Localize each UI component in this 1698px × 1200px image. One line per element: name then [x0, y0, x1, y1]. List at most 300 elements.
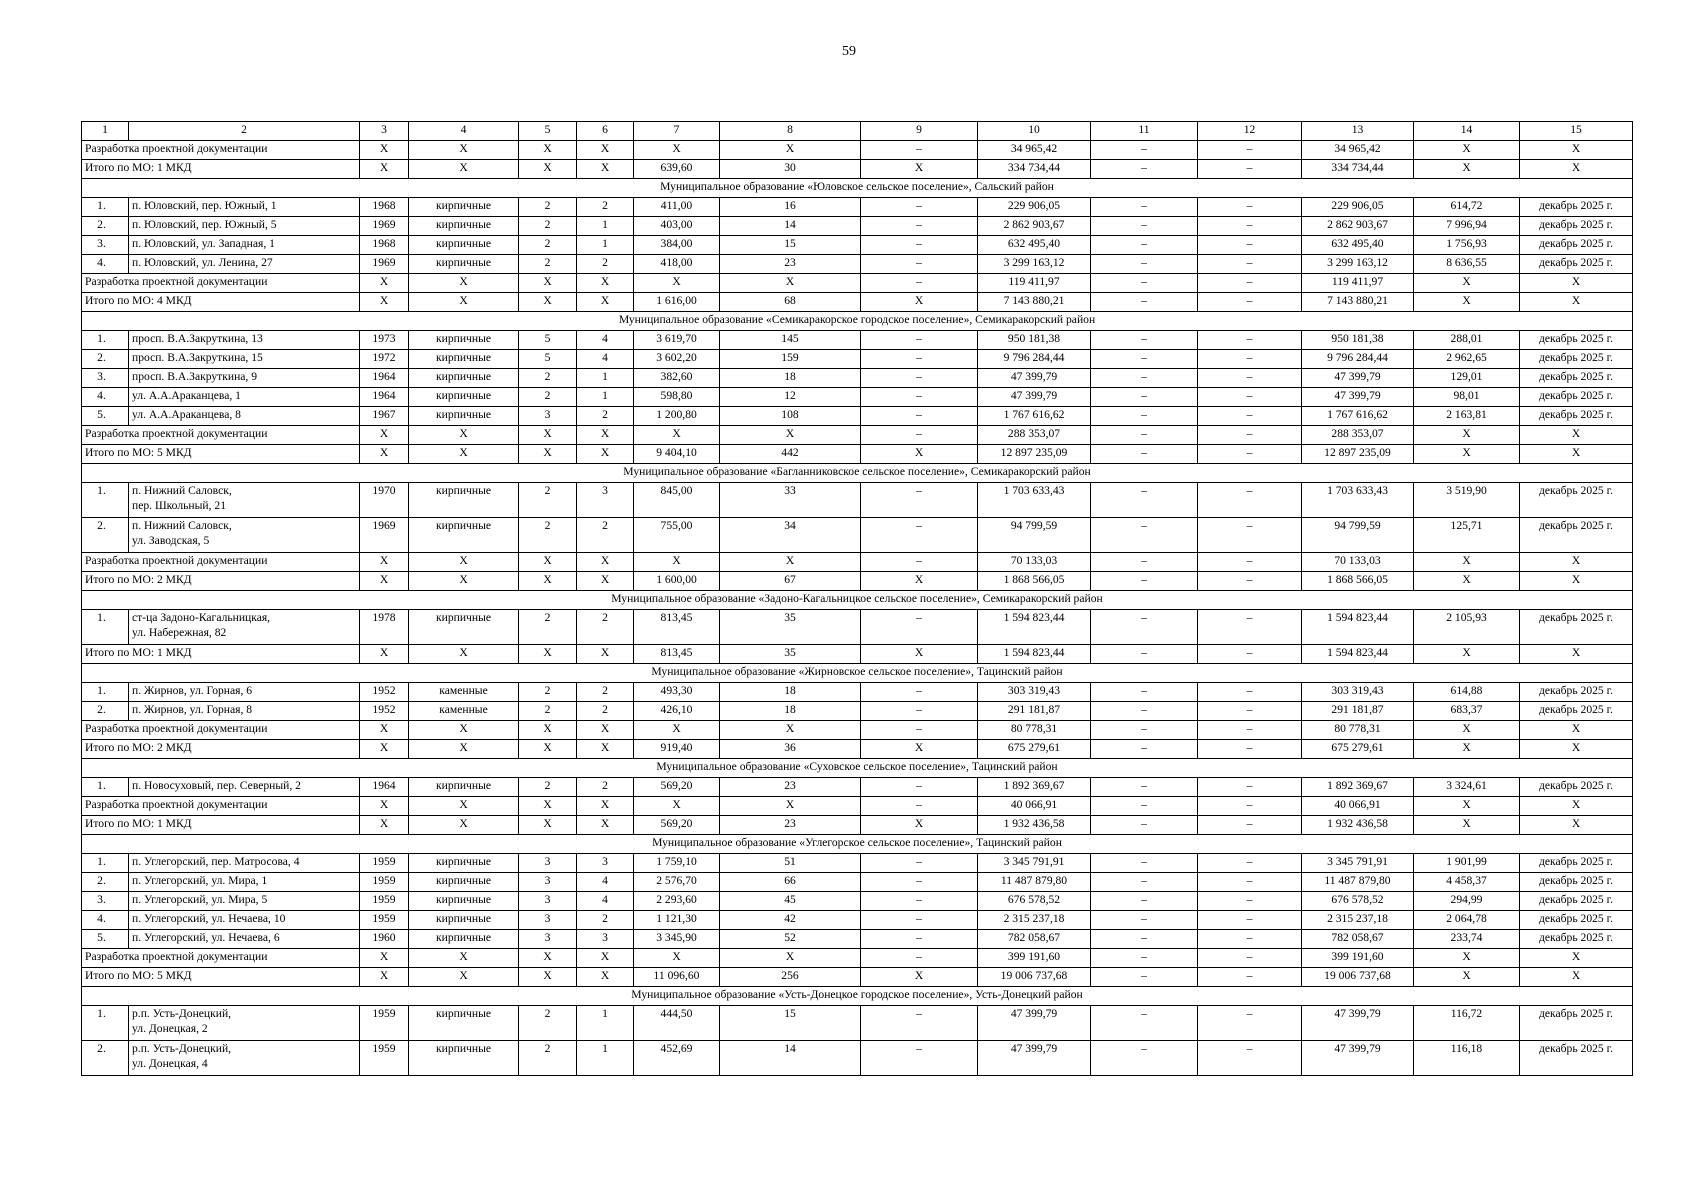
summary-cell-col-11: –	[1091, 445, 1198, 464]
summary-cell-col-10: 1 594 823,44	[978, 645, 1091, 664]
summary-cell-col-13: 7 143 880,21	[1302, 293, 1414, 312]
building-cell-col-15: декабрь 2025 г.	[1520, 873, 1633, 892]
building-cell-col-8: 23	[720, 255, 861, 274]
building-cell-col-3: 1967	[360, 407, 409, 426]
summary-cell-col-13: 1 594 823,44	[1302, 645, 1414, 664]
building-cell-col-12: –	[1198, 930, 1302, 949]
building-cell-col-7: 3 619,70	[634, 331, 720, 350]
building-cell-col-12: –	[1198, 854, 1302, 873]
building-cell-col-14: 3 519,90	[1414, 483, 1520, 518]
building-cell-col-12: –	[1198, 873, 1302, 892]
building-cell-col-7: 569,20	[634, 778, 720, 797]
building-cell-col-5: 3	[519, 873, 577, 892]
building-cell-col-10: 303 319,43	[978, 683, 1091, 702]
building-cell-col-15: декабрь 2025 г.	[1520, 610, 1633, 645]
building-cell-col-14: 3 324,61	[1414, 778, 1520, 797]
building-cell-col-8: 14	[720, 217, 861, 236]
building-cell-col-8: 52	[720, 930, 861, 949]
summary-cell-col-5: X	[519, 968, 577, 987]
summary-cell-col-6: X	[577, 968, 634, 987]
building-cell-col-2: р.п. Усть-Донецкий, ул. Донецкая, 2	[129, 1006, 360, 1041]
building-cell-col-2: ст-ца Задоно-Кагальницкая, ул. Набережная, 82	[129, 610, 360, 645]
summary-cell-col-15: X	[1520, 141, 1633, 160]
building-cell-col-5: 2	[519, 683, 577, 702]
building-cell-col-3: 1959	[360, 1041, 409, 1076]
summary-cell-col-10: 675 279,61	[978, 740, 1091, 759]
building-cell-col-7: 418,00	[634, 255, 720, 274]
section-header-row	[82, 179, 1633, 198]
summary-cell-col-14: X	[1414, 553, 1520, 572]
summary-row	[82, 740, 1633, 759]
summary-cell-col-8: X	[720, 553, 861, 572]
summary-cell-col-7: X	[634, 141, 720, 160]
summary-cell-col-4: X	[409, 968, 519, 987]
building-cell-col-7: 2 293,60	[634, 892, 720, 911]
building-cell-col-13: 632 495,40	[1302, 236, 1414, 255]
building-cell-col-14: 129,01	[1414, 369, 1520, 388]
building-cell-col-4: кирпичные	[409, 778, 519, 797]
column-header-12: 12	[1198, 122, 1302, 141]
summary-cell-col-8: X	[720, 949, 861, 968]
building-cell-col-10: 9 796 284,44	[978, 350, 1091, 369]
summary-cell-col-10: 34 965,42	[978, 141, 1091, 160]
building-cell-col-1: 2.	[82, 217, 129, 236]
building-cell-col-11: –	[1091, 369, 1198, 388]
summary-row	[82, 274, 1633, 293]
summary-cell-col-11: –	[1091, 274, 1198, 293]
building-cell-col-9: –	[861, 854, 978, 873]
building-cell-col-14: 125,71	[1414, 518, 1520, 553]
building-cell-col-10: 1 703 633,43	[978, 483, 1091, 518]
summary-cell-col-8: 36	[720, 740, 861, 759]
building-cell-col-3: 1968	[360, 198, 409, 217]
building-cell-col-4: кирпичные	[409, 892, 519, 911]
building-cell-col-1: 1.	[82, 610, 129, 645]
summary-cell-col-14: X	[1414, 740, 1520, 759]
building-cell-col-15: декабрь 2025 г.	[1520, 1041, 1633, 1076]
building-cell-col-11: –	[1091, 407, 1198, 426]
building-cell-col-13: 1 594 823,44	[1302, 610, 1414, 645]
building-cell-col-6: 2	[577, 198, 634, 217]
summary-cell-col-5: X	[519, 816, 577, 835]
building-cell-col-10: 1 892 369,67	[978, 778, 1091, 797]
summary-cell-col-13: 334 734,44	[1302, 160, 1414, 179]
summary-cell-col-7: 919,40	[634, 740, 720, 759]
building-cell-col-3: 1952	[360, 702, 409, 721]
building-cell-col-13: 9 796 284,44	[1302, 350, 1414, 369]
summary-cell-col-9: X	[861, 968, 978, 987]
building-cell-col-8: 33	[720, 483, 861, 518]
building-cell-col-1: 1.	[82, 331, 129, 350]
summary-cell-col-13: 19 006 737,68	[1302, 968, 1414, 987]
summary-cell-col-6: X	[577, 949, 634, 968]
summary-cell-col-12: –	[1198, 816, 1302, 835]
summary-cell-col-8: 23	[720, 816, 861, 835]
building-cell-col-7: 755,00	[634, 518, 720, 553]
building-cell-col-13: 782 058,67	[1302, 930, 1414, 949]
summary-row	[82, 968, 1633, 987]
building-cell-col-11: –	[1091, 702, 1198, 721]
summary-label: Разработка проектной документации	[82, 721, 360, 740]
building-cell-col-10: 229 906,05	[978, 198, 1091, 217]
building-cell-col-1: 2.	[82, 518, 129, 553]
summary-cell-col-5: X	[519, 572, 577, 591]
summary-row	[82, 572, 1633, 591]
summary-cell-col-12: –	[1198, 797, 1302, 816]
column-header-7: 7	[634, 122, 720, 141]
building-cell-col-10: 2 862 903,67	[978, 217, 1091, 236]
building-cell-col-15: декабрь 2025 г.	[1520, 702, 1633, 721]
building-cell-col-10: 632 495,40	[978, 236, 1091, 255]
summary-cell-col-11: –	[1091, 293, 1198, 312]
summary-cell-col-15: X	[1520, 816, 1633, 835]
building-cell-col-12: –	[1198, 331, 1302, 350]
building-cell-col-15: декабрь 2025 г.	[1520, 683, 1633, 702]
building-cell-col-8: 159	[720, 350, 861, 369]
building-cell-col-3: 1960	[360, 930, 409, 949]
building-cell-col-10: 94 799,59	[978, 518, 1091, 553]
building-cell-col-14: 233,74	[1414, 930, 1520, 949]
building-cell-col-9: –	[861, 778, 978, 797]
summary-cell-col-5: X	[519, 645, 577, 664]
summary-cell-col-7: X	[634, 553, 720, 572]
summary-cell-col-7: X	[634, 721, 720, 740]
building-cell-col-4: кирпичные	[409, 407, 519, 426]
summary-cell-col-9: X	[861, 445, 978, 464]
summary-cell-col-9: –	[861, 553, 978, 572]
summary-cell-col-11: –	[1091, 740, 1198, 759]
building-cell-col-1: 1.	[82, 483, 129, 518]
summary-cell-col-9: –	[861, 949, 978, 968]
building-cell-col-4: каменные	[409, 683, 519, 702]
building-cell-col-12: –	[1198, 702, 1302, 721]
summary-cell-col-15: X	[1520, 740, 1633, 759]
building-cell-col-13: 1 892 369,67	[1302, 778, 1414, 797]
building-cell-col-8: 14	[720, 1041, 861, 1076]
summary-cell-col-12: –	[1198, 949, 1302, 968]
building-cell-col-3: 1959	[360, 1006, 409, 1041]
summary-cell-col-4: X	[409, 572, 519, 591]
summary-cell-col-4: X	[409, 816, 519, 835]
building-cell-col-13: 3 299 163,12	[1302, 255, 1414, 274]
column-header-2: 2	[129, 122, 360, 141]
building-cell-col-14: 116,72	[1414, 1006, 1520, 1041]
summary-cell-col-5: X	[519, 721, 577, 740]
building-cell-col-11: –	[1091, 217, 1198, 236]
building-cell-col-9: –	[861, 217, 978, 236]
summary-cell-col-13: 34 965,42	[1302, 141, 1414, 160]
building-cell-col-4: кирпичные	[409, 911, 519, 930]
summary-cell-col-13: 675 279,61	[1302, 740, 1414, 759]
building-cell-col-10: 1 594 823,44	[978, 610, 1091, 645]
building-cell-col-12: –	[1198, 407, 1302, 426]
building-cell-col-11: –	[1091, 892, 1198, 911]
summary-cell-col-5: X	[519, 274, 577, 293]
summary-cell-col-13: 288 353,07	[1302, 426, 1414, 445]
building-cell-col-11: –	[1091, 1041, 1198, 1076]
summary-cell-col-3: X	[360, 645, 409, 664]
building-cell-col-14: 614,72	[1414, 198, 1520, 217]
section-header-row	[82, 664, 1633, 683]
summary-cell-col-6: X	[577, 797, 634, 816]
summary-cell-col-10: 70 133,03	[978, 553, 1091, 572]
building-cell-col-14: 2 105,93	[1414, 610, 1520, 645]
building-cell-col-8: 34	[720, 518, 861, 553]
summary-cell-col-15: X	[1520, 445, 1633, 464]
summary-cell-col-6: X	[577, 816, 634, 835]
summary-cell-col-5: X	[519, 160, 577, 179]
building-cell-col-6: 3	[577, 483, 634, 518]
building-cell-col-2: просп. В.А.Закруткина, 13	[129, 331, 360, 350]
page-number: 59	[842, 44, 856, 59]
building-cell-col-11: –	[1091, 198, 1198, 217]
summary-cell-col-6: X	[577, 740, 634, 759]
summary-row	[82, 553, 1633, 572]
building-cell-col-3: 1964	[360, 369, 409, 388]
summary-cell-col-7: 9 404,10	[634, 445, 720, 464]
summary-cell-col-4: X	[409, 645, 519, 664]
building-cell-col-14: 116,18	[1414, 1041, 1520, 1076]
building-cell-col-6: 2	[577, 683, 634, 702]
summary-label: Итого по МО: 1 МКД	[82, 645, 360, 664]
summary-cell-col-10: 80 778,31	[978, 721, 1091, 740]
building-cell-col-13: 1 767 616,62	[1302, 407, 1414, 426]
building-cell-col-14: 98,01	[1414, 388, 1520, 407]
building-cell-col-15: декабрь 2025 г.	[1520, 892, 1633, 911]
building-cell-col-6: 2	[577, 407, 634, 426]
summary-cell-col-7: 1 600,00	[634, 572, 720, 591]
column-header-11: 11	[1091, 122, 1198, 141]
summary-cell-col-9: X	[861, 572, 978, 591]
summary-cell-col-15: X	[1520, 797, 1633, 816]
summary-cell-col-15: X	[1520, 426, 1633, 445]
summary-cell-col-5: X	[519, 740, 577, 759]
summary-cell-col-8: X	[720, 721, 861, 740]
building-row	[82, 483, 1633, 518]
building-cell-col-4: кирпичные	[409, 483, 519, 518]
summary-cell-col-14: X	[1414, 160, 1520, 179]
summary-label: Итого по МО: 2 МКД	[82, 740, 360, 759]
building-row	[82, 407, 1633, 426]
summary-cell-col-12: –	[1198, 293, 1302, 312]
summary-cell-col-11: –	[1091, 645, 1198, 664]
building-cell-col-15: декабрь 2025 г.	[1520, 198, 1633, 217]
building-cell-col-12: –	[1198, 198, 1302, 217]
summary-cell-col-3: X	[360, 816, 409, 835]
building-cell-col-11: –	[1091, 1006, 1198, 1041]
building-cell-col-5: 2	[519, 255, 577, 274]
building-cell-col-3: 1968	[360, 236, 409, 255]
building-cell-col-4: кирпичные	[409, 350, 519, 369]
building-cell-col-1: 5.	[82, 930, 129, 949]
building-cell-col-3: 1959	[360, 892, 409, 911]
summary-cell-col-4: X	[409, 426, 519, 445]
summary-row	[82, 816, 1633, 835]
building-cell-col-6: 3	[577, 930, 634, 949]
summary-cell-col-12: –	[1198, 740, 1302, 759]
summary-cell-col-12: –	[1198, 645, 1302, 664]
building-cell-col-5: 2	[519, 198, 577, 217]
summary-cell-col-13: 70 133,03	[1302, 553, 1414, 572]
summary-cell-col-9: –	[861, 426, 978, 445]
summary-cell-col-13: 12 897 235,09	[1302, 445, 1414, 464]
building-cell-col-7: 1 121,30	[634, 911, 720, 930]
building-cell-col-8: 66	[720, 873, 861, 892]
summary-label: Итого по МО: 5 МКД	[82, 968, 360, 987]
summary-cell-col-12: –	[1198, 572, 1302, 591]
building-cell-col-12: –	[1198, 483, 1302, 518]
summary-label: Разработка проектной документации	[82, 141, 360, 160]
section-title: Муниципальное образование «Семикаракорское городское поселение», Семикаракорский район	[82, 312, 1633, 331]
building-cell-col-4: кирпичные	[409, 369, 519, 388]
building-row	[82, 369, 1633, 388]
building-cell-col-13: 950 181,38	[1302, 331, 1414, 350]
building-cell-col-2: п. Углегорский, ул. Мира, 5	[129, 892, 360, 911]
building-row	[82, 198, 1633, 217]
summary-cell-col-15: X	[1520, 949, 1633, 968]
summary-cell-col-6: X	[577, 645, 634, 664]
building-cell-col-2: п. Углегорский, пер. Матросова, 4	[129, 854, 360, 873]
building-cell-col-12: –	[1198, 350, 1302, 369]
summary-cell-col-11: –	[1091, 797, 1198, 816]
summary-cell-col-7: 813,45	[634, 645, 720, 664]
summary-cell-col-7: 11 096,60	[634, 968, 720, 987]
building-cell-col-1: 1.	[82, 683, 129, 702]
summary-cell-col-10: 288 353,07	[978, 426, 1091, 445]
building-cell-col-2: п. Жирнов, ул. Горная, 8	[129, 702, 360, 721]
building-row	[82, 331, 1633, 350]
building-cell-col-7: 452,69	[634, 1041, 720, 1076]
building-cell-col-2: просп. В.А.Закруткина, 15	[129, 350, 360, 369]
building-cell-col-2: п. Углегорский, ул. Нечаева, 10	[129, 911, 360, 930]
summary-cell-col-12: –	[1198, 141, 1302, 160]
building-cell-col-4: кирпичные	[409, 1041, 519, 1076]
building-cell-col-13: 676 578,52	[1302, 892, 1414, 911]
summary-label: Итого по МО: 2 МКД	[82, 572, 360, 591]
building-cell-col-6: 1	[577, 369, 634, 388]
building-cell-col-2: п. Углегорский, ул. Нечаева, 6	[129, 930, 360, 949]
building-cell-col-14: 288,01	[1414, 331, 1520, 350]
summary-cell-col-15: X	[1520, 968, 1633, 987]
summary-cell-col-14: X	[1414, 816, 1520, 835]
summary-cell-col-12: –	[1198, 274, 1302, 293]
column-header-9: 9	[861, 122, 978, 141]
summary-cell-col-14: X	[1414, 141, 1520, 160]
summary-cell-col-8: X	[720, 141, 861, 160]
building-cell-col-4: кирпичные	[409, 388, 519, 407]
building-cell-col-1: 4.	[82, 255, 129, 274]
summary-cell-col-6: X	[577, 445, 634, 464]
building-cell-col-15: декабрь 2025 г.	[1520, 1006, 1633, 1041]
building-cell-col-5: 2	[519, 778, 577, 797]
summary-cell-col-15: X	[1520, 293, 1633, 312]
building-cell-col-4: кирпичные	[409, 873, 519, 892]
summary-cell-col-9: –	[861, 274, 978, 293]
building-cell-col-13: 2 862 903,67	[1302, 217, 1414, 236]
building-cell-col-10: 47 399,79	[978, 1006, 1091, 1041]
summary-cell-col-3: X	[360, 445, 409, 464]
building-cell-col-9: –	[861, 1006, 978, 1041]
building-cell-col-15: декабрь 2025 г.	[1520, 911, 1633, 930]
summary-cell-col-3: X	[360, 797, 409, 816]
building-cell-col-12: –	[1198, 236, 1302, 255]
building-cell-col-14: 1 901,99	[1414, 854, 1520, 873]
building-cell-col-13: 47 399,79	[1302, 369, 1414, 388]
building-cell-col-4: кирпичные	[409, 854, 519, 873]
building-cell-col-15: декабрь 2025 г.	[1520, 369, 1633, 388]
summary-cell-col-7: 1 616,00	[634, 293, 720, 312]
building-cell-col-2: р.п. Усть-Донецкий, ул. Донецкая, 4	[129, 1041, 360, 1076]
building-cell-col-1: 2.	[82, 1041, 129, 1076]
summary-cell-col-11: –	[1091, 160, 1198, 179]
summary-cell-col-9: X	[861, 645, 978, 664]
building-cell-col-15: декабрь 2025 г.	[1520, 778, 1633, 797]
section-header-row	[82, 591, 1633, 610]
building-cell-col-6: 1	[577, 1041, 634, 1076]
building-cell-col-15: декабрь 2025 г.	[1520, 518, 1633, 553]
summary-cell-col-7: X	[634, 274, 720, 293]
building-cell-col-13: 3 345 791,91	[1302, 854, 1414, 873]
building-cell-col-10: 47 399,79	[978, 1041, 1091, 1076]
column-number-row	[82, 122, 1633, 141]
summary-cell-col-14: X	[1414, 968, 1520, 987]
summary-cell-col-6: X	[577, 160, 634, 179]
building-cell-col-2: п. Нижний Саловск, ул. Заводская, 5	[129, 518, 360, 553]
building-cell-col-1: 2.	[82, 702, 129, 721]
building-cell-col-9: –	[861, 255, 978, 274]
building-cell-col-3: 1978	[360, 610, 409, 645]
building-cell-col-5: 2	[519, 1041, 577, 1076]
building-cell-col-11: –	[1091, 778, 1198, 797]
summary-cell-col-4: X	[409, 141, 519, 160]
column-header-5: 5	[519, 122, 577, 141]
building-cell-col-3: 1969	[360, 255, 409, 274]
building-cell-col-4: кирпичные	[409, 236, 519, 255]
building-cell-col-3: 1969	[360, 217, 409, 236]
building-cell-col-5: 2	[519, 369, 577, 388]
building-cell-col-15: декабрь 2025 г.	[1520, 236, 1633, 255]
building-cell-col-14: 8 636,55	[1414, 255, 1520, 274]
building-cell-col-15: декабрь 2025 г.	[1520, 407, 1633, 426]
summary-cell-col-3: X	[360, 949, 409, 968]
building-cell-col-11: –	[1091, 483, 1198, 518]
building-cell-col-2: п. Юловский, ул. Западная, 1	[129, 236, 360, 255]
summary-cell-col-14: X	[1414, 293, 1520, 312]
summary-cell-col-14: X	[1414, 445, 1520, 464]
building-cell-col-15: декабрь 2025 г.	[1520, 483, 1633, 518]
building-row	[82, 892, 1633, 911]
building-cell-col-8: 45	[720, 892, 861, 911]
building-cell-col-6: 2	[577, 702, 634, 721]
section-header-row	[82, 464, 1633, 483]
summary-cell-col-6: X	[577, 572, 634, 591]
building-cell-col-6: 4	[577, 892, 634, 911]
summary-cell-col-11: –	[1091, 721, 1198, 740]
building-cell-col-5: 3	[519, 854, 577, 873]
building-cell-col-2: п. Юловский, пер. Южный, 1	[129, 198, 360, 217]
summary-cell-col-9: –	[861, 141, 978, 160]
building-cell-col-10: 47 399,79	[978, 388, 1091, 407]
building-cell-col-8: 108	[720, 407, 861, 426]
building-cell-col-7: 845,00	[634, 483, 720, 518]
building-cell-col-15: декабрь 2025 г.	[1520, 217, 1633, 236]
summary-label: Итого по МО: 5 МКД	[82, 445, 360, 464]
building-cell-col-14: 2 163,81	[1414, 407, 1520, 426]
building-cell-col-6: 4	[577, 350, 634, 369]
summary-row	[82, 721, 1633, 740]
summary-cell-col-6: X	[577, 426, 634, 445]
summary-cell-col-3: X	[360, 160, 409, 179]
